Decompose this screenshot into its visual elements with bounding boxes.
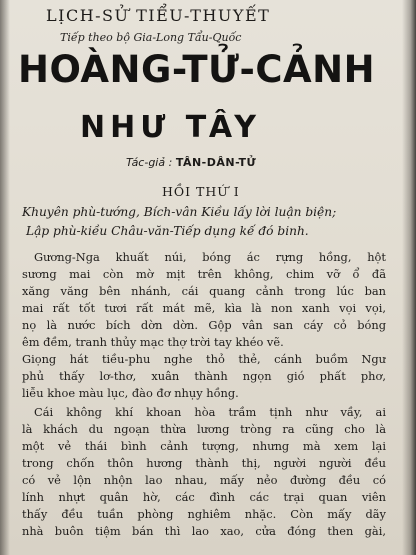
body-text-line: Gương-Nga khuất núi, bóng ác rựng hồng, hột <box>34 250 386 264</box>
body-text-line: trong chốn thôn hương thành thị, người người đều <box>22 456 386 470</box>
page-gutter-shadow <box>0 0 10 555</box>
body-text-line: xăng văng bên nhánh, cái quang cảnh trong lúc ban <box>22 284 386 298</box>
author-name: TÂN-DÂN-TỬ <box>175 156 257 169</box>
body-text-line: nhà buôn tiệm bán thì lao xao, cửa đóng then gài, <box>22 524 386 538</box>
body-text-line: lính nhựt quân hờ, các đình các trại quan viên <box>22 490 386 504</box>
series-subtitle: Tiếp theo bộ Gia-Long Tẩu-Quốc <box>60 31 242 44</box>
body-text-line: thấy đều tuần phòng nghiêm nhặc. Còn mấy dãy <box>22 507 386 521</box>
body-text-line: nọ là nước bích dờn dờn. Gộp vân san cáy cỏ bóng <box>22 318 386 332</box>
author-label: Tác-giả : <box>126 156 173 169</box>
body-text-line: là khách du ngoạn thừa lương tròng ra cũng cho là <box>22 422 386 436</box>
body-text-line: liễu khoe màu lục, đào đơ nhụy hồng. <box>22 386 239 400</box>
body-text-line: một vẻ thái bình cảnh tượng, nhưng mà xem lại <box>22 439 386 453</box>
body-text-line: êm đềm, tranh thủy mạc thợ trời tay khéo vẽ. <box>22 335 284 349</box>
body-text-line: Cái không khí khoan hòa trầm tịnh như vầy, ai <box>34 405 386 419</box>
book-title: HOÀNG-TỬ-CẢNH <box>18 48 376 91</box>
body-text-line: sương mai còn mờ mịt trên không, chim vỡ ổ đã <box>22 267 386 281</box>
author-line <box>126 156 256 169</box>
body-text-line: phủ thấy lơ-thơ, xuân thành ngọn gió phất phơ, <box>22 369 386 383</box>
body-text-line: mai rất tốt tươi rất mát mẽ, kìa là non xanh vọi vọi, <box>22 301 386 315</box>
chapter-subtitle-line: Khuyên phù-tướng, Bích-vân Kiều lấy lời luận biện; <box>22 205 337 219</box>
body-text-line: có vẻ lộn nhộn lao nhau, mấy nẻo đường đều có <box>22 473 386 487</box>
book-subtitle: NHƯ TÂY <box>80 110 261 145</box>
series-title: LỊCH-SỬ TIỂU-THUYẾT <box>46 6 271 25</box>
chapter-subtitle-line: Lập phù-kiều Châu-văn-Tiếp dụng kế đó binh. <box>26 224 309 238</box>
page-edge-shadow <box>402 0 416 555</box>
chapter-heading: HỒI THỨ I <box>162 184 240 199</box>
body-text-line: Giọng hát tiều-phu nghe thỏ thẻ, cánh buồm Ngư <box>22 352 386 366</box>
